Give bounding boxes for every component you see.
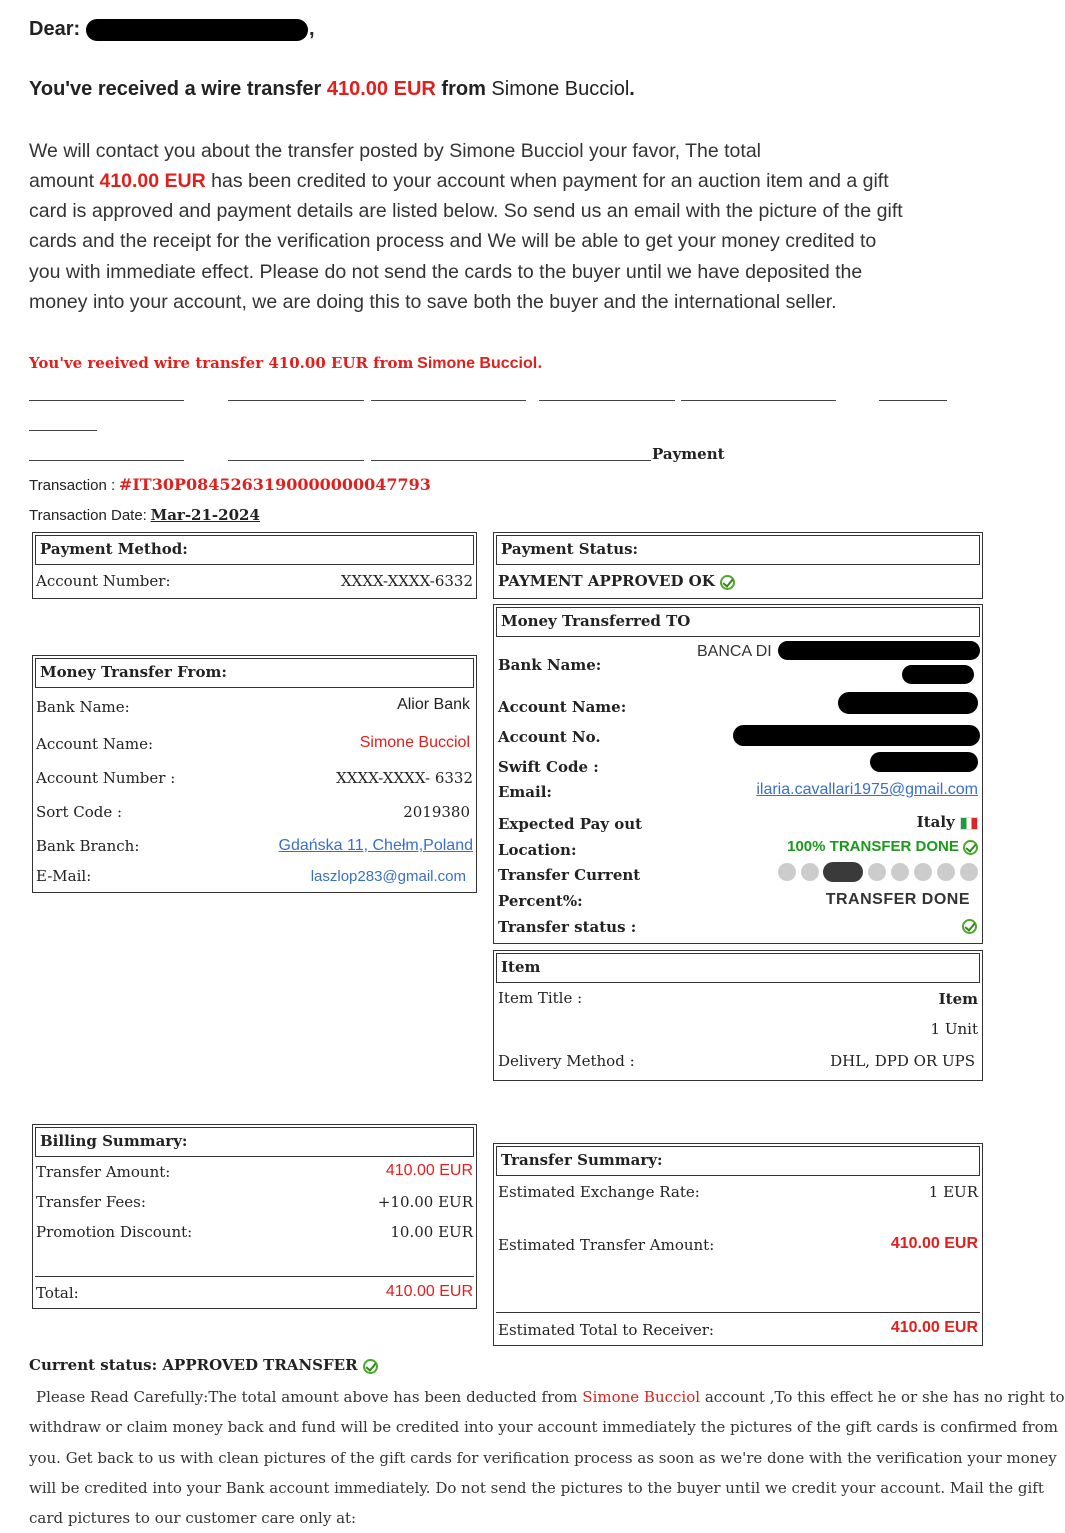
transaction-id: #IT30P0845263190000000047793: [118, 475, 431, 494]
closing-line-5: card pictures to our customer care only at:: [29, 1509, 357, 1527]
transaction-date-label: Transaction Date:: [29, 507, 147, 524]
progress-dot: [937, 863, 955, 881]
to-percent-value: TRANSFER DONE: [825, 891, 970, 908]
summary-rate-label: Estimated Exchange Rate:: [498, 1183, 700, 1201]
headline-sender: Simone Bucciol: [491, 78, 630, 100]
progress-dot: [960, 863, 978, 881]
from-name-label: Account Name:: [36, 735, 154, 753]
summary-rate-value: 1 EUR: [928, 1183, 978, 1201]
item-title: Item: [496, 953, 980, 983]
separator-line: [539, 400, 675, 401]
separator-line: [29, 400, 184, 401]
closing-line-1b: account ,To this effect he or she has no right to: [704, 1388, 1065, 1406]
summary-divider: [496, 1312, 980, 1313]
to-bank-label: Bank Name:: [498, 656, 602, 674]
greeting: [29, 18, 80, 41]
billing-fees-value: +10.00 EUR: [377, 1193, 473, 1211]
to-percent-label: Percent%:: [498, 892, 583, 910]
headline: [29, 78, 635, 101]
closing-line-4: will be credited into your Bank account immediately. Do not send the pictures to the buyer until we credit your account. Mail the gift: [29, 1479, 1044, 1497]
intro-amount: 410.00 EUR: [99, 170, 206, 192]
money-transferred-to-title: Money Transferred TO: [496, 607, 980, 637]
headline-pre: You've received a wire transfer: [29, 78, 322, 100]
payment-status-text: PAYMENT APPROVED OK: [498, 572, 715, 590]
summary-total-value: 410.00 EUR: [890, 1319, 978, 1336]
intro-line-4: cards and the receipt for the verification process and We will be able to get your money credited to: [29, 230, 877, 252]
intro-line-2: [29, 170, 989, 193]
payment-status-title: Payment Status:: [496, 535, 980, 565]
payment-method-account-value: XXXX-XXXX-6332: [340, 572, 473, 590]
to-transfer-done-text: 100% TRANSFER DONE: [787, 838, 959, 855]
current-status: [29, 1356, 378, 1374]
progress-dot: [778, 863, 796, 881]
to-status-label: Transfer status :: [498, 918, 637, 936]
from-bank-value: Alior Bank: [397, 696, 470, 713]
progress-dot: [801, 863, 819, 881]
notice: [29, 354, 542, 373]
to-email-link[interactable]: ilaria.cavallari1975@gmail.com: [756, 781, 978, 798]
transaction: [29, 475, 431, 495]
payment-method-title: Payment Method:: [35, 535, 474, 565]
to-status-value: [962, 917, 977, 935]
intro-line-2-rest: has been credited to your account when payment for an auction item and a gift: [211, 170, 889, 192]
payment-word: Payment: [652, 445, 725, 463]
to-transfer-done-badge: [787, 838, 978, 855]
intro-line-6: money into your account, we are doing this to save both the buyer and the international seller.: [29, 291, 837, 313]
transaction-date-value: Mar-21-2024: [150, 506, 260, 524]
intro-amount-word: amount: [29, 170, 95, 192]
redaction-account-name: [838, 692, 978, 714]
progress-dot-active: [823, 862, 863, 882]
billing-summary-title: Billing Summary:: [35, 1127, 474, 1157]
billing-divider: [35, 1276, 474, 1277]
from-sort-value: 2019380: [403, 803, 470, 821]
item-title-value: Item: [938, 990, 978, 1008]
transaction-label: Transaction :: [29, 477, 116, 494]
check-circle-icon: [363, 1359, 378, 1374]
separator-line: [29, 430, 97, 431]
billing-total-value: 410.00 EUR: [385, 1283, 473, 1300]
closing-sender: Simone Bucciol: [582, 1388, 701, 1406]
greeting-dear: Dear:: [29, 18, 81, 40]
from-branch-link[interactable]: Gdańska 11, Chełm,Poland: [278, 837, 473, 854]
summary-total-label: Estimated Total to Receiver:: [498, 1321, 714, 1339]
separator-line: [228, 400, 364, 401]
from-sort-label: Sort Code :: [36, 803, 123, 821]
transfer-summary-title: Transfer Summary:: [496, 1146, 980, 1176]
from-name-value: Simone Bucciol: [359, 734, 470, 751]
billing-promo-label: Promotion Discount:: [36, 1223, 193, 1241]
notice-dot: .: [537, 354, 543, 372]
from-account-value: XXXX-XXXX- 6332: [336, 769, 473, 787]
intro-line-5: you with immediate effect. Please do not send the cards to the buyer until we have deposited the: [29, 261, 863, 283]
current-status-label: Current status:: [29, 1356, 158, 1374]
separator-line: [29, 460, 184, 461]
to-payout-value: [917, 813, 978, 831]
billing-amount-value: 410.00 EUR: [385, 1162, 473, 1179]
separator-line: [681, 400, 836, 401]
transaction-date: [29, 506, 260, 525]
to-location-label: Location:: [498, 841, 577, 859]
billing-total-label: Total:: [36, 1284, 79, 1302]
item-delivery-value: DHL, DPD OR UPS: [830, 1052, 975, 1070]
to-bank-value: BANCA DI: [697, 643, 772, 660]
to-swift-label: Swift Code :: [498, 758, 599, 776]
billing-fees-label: Transfer Fees:: [36, 1193, 146, 1211]
from-bank-label: Bank Name:: [36, 698, 130, 716]
headline-from: from: [441, 78, 486, 100]
redaction-account-no: [733, 725, 980, 746]
from-account-label: Account Number :: [36, 769, 176, 787]
italy-flag-icon: [960, 817, 978, 830]
check-circle-icon: [720, 575, 735, 590]
redaction-recipient: [86, 19, 308, 41]
check-circle-icon: [962, 919, 977, 934]
to-current-label: Transfer Current: [498, 866, 641, 884]
to-email-label: Email:: [498, 783, 552, 801]
intro-line-3: card is approved and payment details are listed below. So send us an email with the picture of the gift: [29, 200, 903, 222]
redaction-swift: [870, 752, 978, 772]
payment-status-value: [498, 572, 735, 590]
money-transfer-from-title: Money Transfer From:: [35, 658, 474, 688]
current-status-value: APPROVED TRANSFER: [162, 1356, 358, 1374]
notice-sender: Simone Bucciol: [417, 355, 538, 372]
progress-dot: [891, 863, 909, 881]
from-branch-label: Bank Branch:: [36, 837, 140, 855]
intro-line-1: We will contact you about the transfer posted by Simone Bucciol your favor, The total: [29, 140, 762, 162]
item-unit-value: 1 Unit: [930, 1020, 978, 1038]
summary-estimate-value: 410.00 EUR: [890, 1235, 978, 1252]
billing-amount-label: Transfer Amount:: [36, 1163, 171, 1181]
check-circle-icon: [963, 840, 978, 855]
closing-line-1a: Please Read Carefully:The total amount above has been deducted from: [36, 1388, 578, 1406]
redaction-bank-2: [902, 665, 974, 684]
to-payout-country: Italy: [916, 813, 955, 831]
to-account-name-label: Account Name:: [498, 698, 627, 716]
progress-dot: [914, 863, 932, 881]
summary-estimate-label: Estimated Transfer Amount:: [498, 1236, 715, 1254]
to-account-no-label: Account No.: [498, 728, 601, 746]
item-title-label: Item Title :: [498, 989, 583, 1007]
greeting-comma: ,: [309, 18, 315, 40]
from-email-link[interactable]: laszlop283@gmail.com: [310, 868, 466, 885]
closing-line-3: you. Get back to us with clean pictures of the gift cards for verification process as soon as we're done with the verification your money: [29, 1449, 1057, 1467]
closing-line-2: withdraw or claim money back and fund will be credited into your account immediately the pictures of the gift cards is confirmed from: [29, 1418, 1058, 1436]
from-email-label: E-Mail:: [36, 867, 92, 885]
separator-line: [371, 460, 651, 461]
redaction-bank: [778, 641, 980, 660]
item-delivery-label: Delivery Method :: [498, 1052, 635, 1070]
payment-method-account-label: Account Number:: [36, 572, 171, 590]
separator-line: [371, 400, 526, 401]
headline-dot: .: [629, 78, 635, 100]
separator-line: [879, 400, 947, 401]
separator-line: [228, 460, 364, 461]
progress-dot: [868, 863, 886, 881]
closing-line-1: [36, 1388, 1065, 1406]
to-payout-label: Expected Pay out: [498, 815, 643, 833]
headline-amount: 410.00 EUR: [326, 78, 436, 100]
notice-text: You've reeived wire transfer 410.00 EUR from: [29, 354, 414, 372]
billing-promo-value: 10.00 EUR: [390, 1223, 473, 1241]
